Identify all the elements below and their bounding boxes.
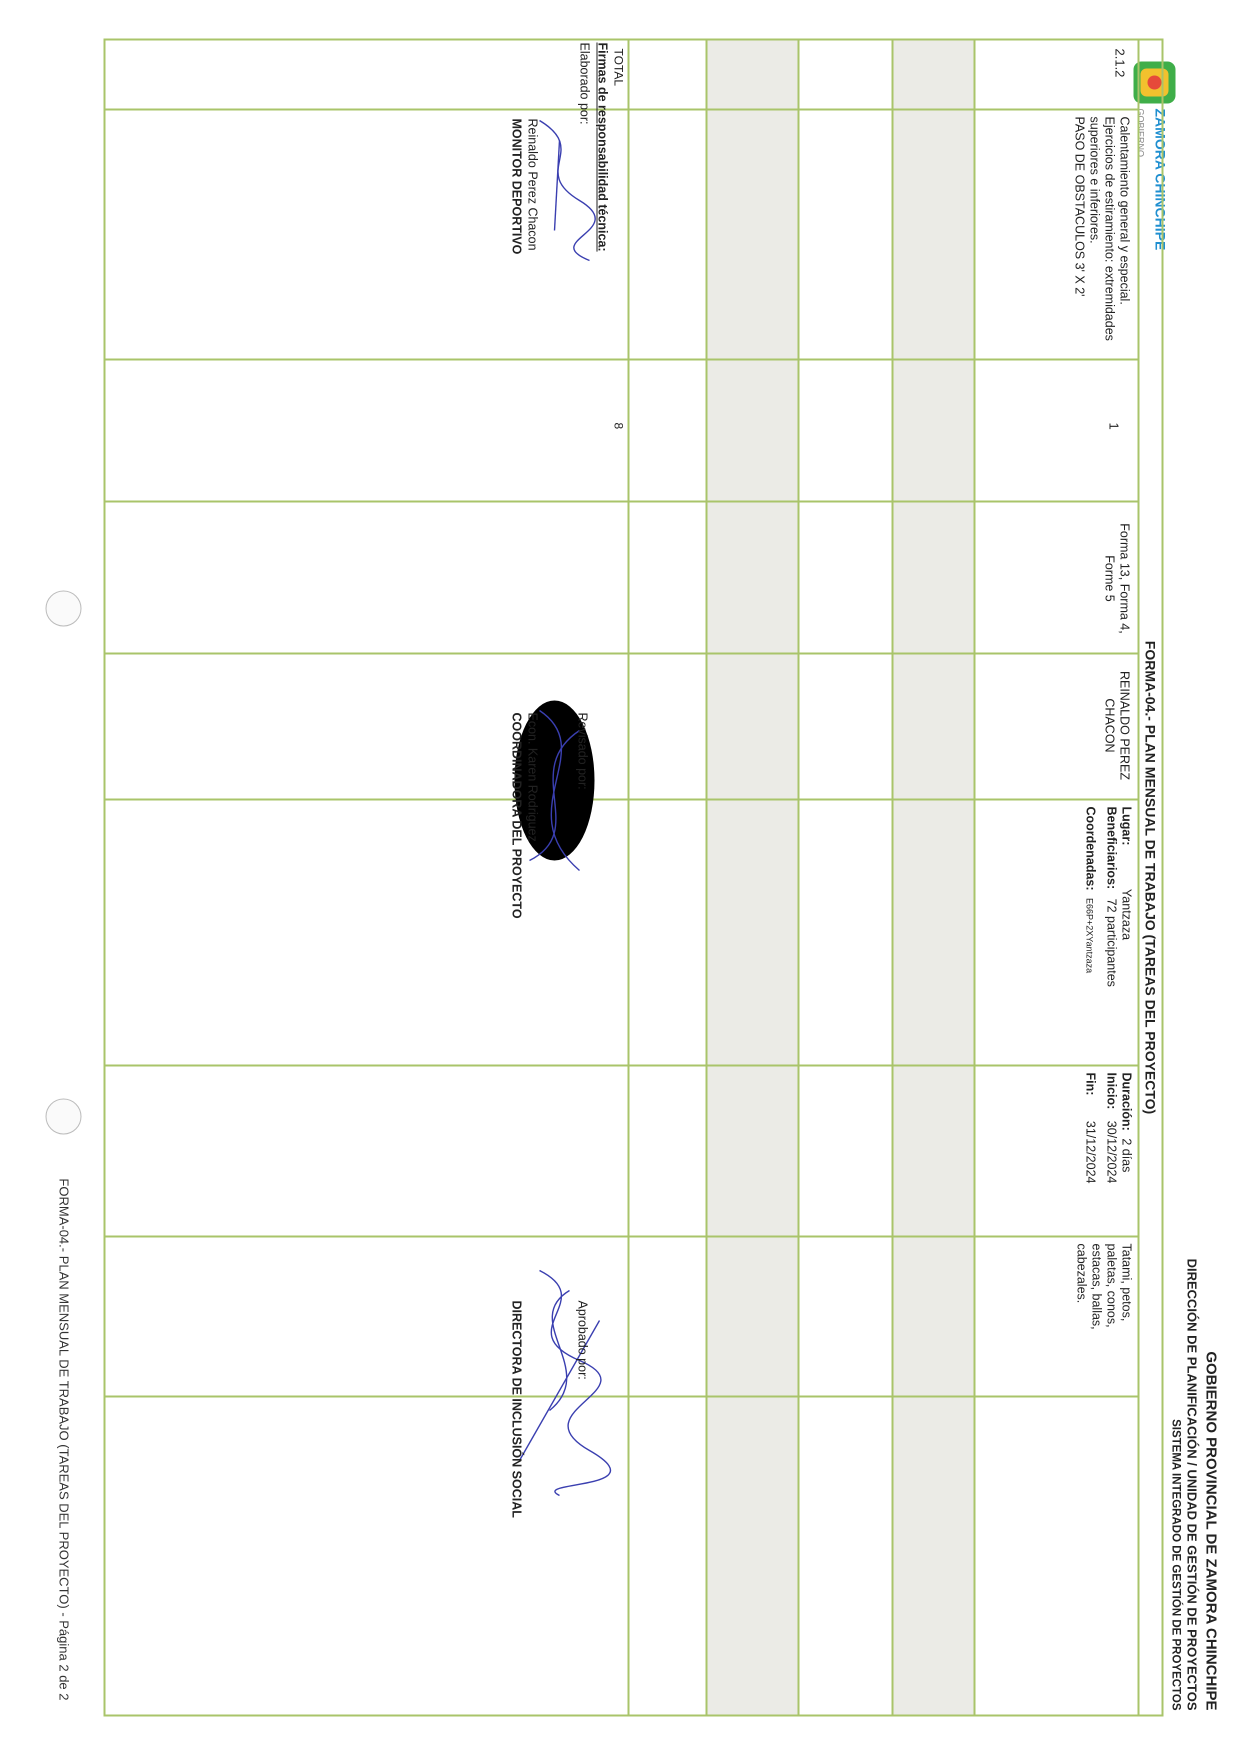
punch-hole-2 (45, 1098, 81, 1134)
benef-value: 72 participantes (1104, 898, 1118, 987)
revisado-role: COORDINADORA DEL PROYECTO (509, 712, 523, 919)
duracion-value: 2 días (1119, 1137, 1133, 1172)
punch-hole-1 (45, 590, 81, 626)
aprobado-role: DIRECTORA DE INCLUSIÓN SOCIAL (509, 1300, 523, 1518)
elaborado-role: MONITOR DEPORTIVO (509, 118, 523, 254)
elaborado-label: Elaborado por: (577, 42, 591, 125)
page-footer: FORMA-04.- PLAN MENSUAL DE TRABAJO (TAREAS DEL PROYECTO) - Página 2 de 2 (56, 1177, 71, 1700)
cell-responsible: REINALDO PEREZ CHACON (1102, 670, 1131, 780)
elaborado-name: Reinaldo Perez Chacon (525, 118, 539, 251)
total-label: TOTAL (611, 48, 625, 86)
firmas-label: Firmas de responsabilidad técnica: (595, 42, 609, 252)
form-title: FORMA-04.- PLAN MENSUAL DE TRABAJO (TAREAS DEL PROYECTO) (1137, 40, 1161, 1714)
logo-text: ZAMORA CHINCHIPE (1152, 108, 1168, 250)
activity-line-1: Calentamiento general y especial. (1117, 116, 1131, 305)
coord-value: E66P+2XYantzaza (1084, 897, 1094, 973)
revisado-label: Revisado por: (575, 712, 589, 790)
cell-duration (1082, 1072, 1133, 1232)
cell-code: 2.1.2 (1112, 48, 1127, 77)
dept-title: DIRECCIÓN DE PLANIFICACIÓN / UNIDAD DE GESTIÓN DE PROYECTOS (1184, 1258, 1199, 1710)
row-shade-2 (707, 40, 799, 1714)
row-shade-1 (893, 40, 975, 1714)
cell-materials: Tatami, petos, paletas, conos, estacas, ballas, cabezales. (1074, 1243, 1133, 1330)
lugar-label: Lugar: (1119, 806, 1133, 845)
system-title: SISTEMA INTEGRADO DE GESTIÓN DE PROYECTOS (1169, 1418, 1181, 1710)
activity-line-3: superiores e inferiores. (1087, 116, 1101, 244)
activity-line-4: PASO DE OBSTACULOS 3' X 2' (1072, 116, 1086, 297)
benef-label: Beneficiarios: (1104, 806, 1118, 889)
plan-table (103, 38, 1163, 1716)
cell-qty: 1 (1106, 422, 1121, 430)
duracion-label: Duración: (1119, 1072, 1133, 1131)
lugar-value: Yantzaza (1119, 888, 1133, 940)
total-value: 8 (611, 422, 625, 429)
revisado-name: Econ. Karen Rodriguez (525, 712, 539, 842)
svg-text:GOBIERNO: GOBIERNO (1135, 108, 1145, 157)
aprobado-label: Aprobado por: (575, 1300, 589, 1380)
fin-value: 31/12/2024 (1083, 1120, 1097, 1183)
cell-location (1081, 806, 1133, 1061)
cell-activity (1071, 116, 1131, 354)
cell-forms: Forma 13, Forma 4, Forme 5 (1102, 522, 1131, 634)
fin-label: Fin: (1083, 1072, 1097, 1095)
inicio-label: Inicio: (1104, 1072, 1118, 1109)
coord-label: Coordenadas: (1083, 806, 1097, 891)
activity-line-2: Ejercicios de estiramiento: extremidades (1102, 116, 1116, 341)
inicio-value: 30/12/2024 (1104, 1120, 1118, 1183)
org-title: GOBIERNO PROVINCIAL DE ZAMORA CHINCHIPE (1202, 1350, 1219, 1710)
